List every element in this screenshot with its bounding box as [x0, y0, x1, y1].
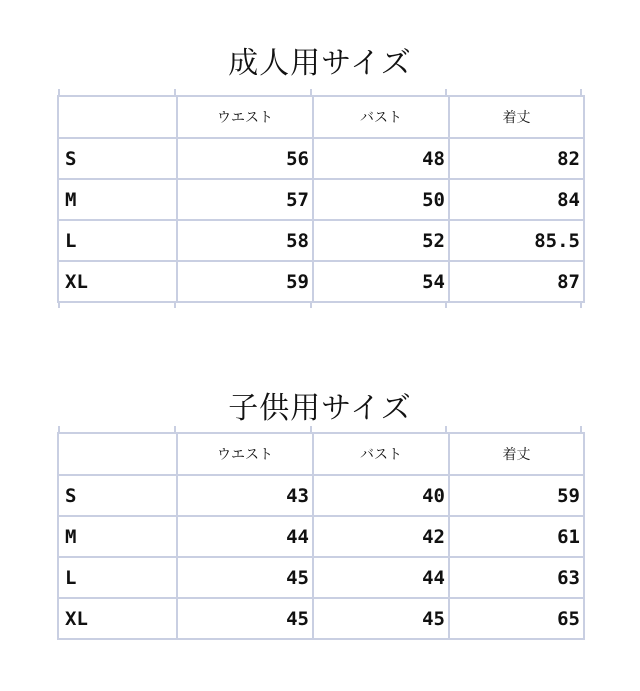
grid-tick	[580, 302, 582, 308]
grid-tick	[310, 302, 312, 308]
size-label: L	[58, 557, 177, 598]
bust-value: 48	[313, 138, 449, 179]
table-row	[58, 261, 584, 302]
child-size-table	[57, 432, 585, 640]
grid-tick	[174, 426, 176, 432]
grid-tick	[310, 89, 312, 95]
waist-value: 57	[177, 179, 313, 220]
table-row	[58, 475, 584, 516]
bust-value: 52	[313, 220, 449, 261]
size-label: S	[58, 138, 177, 179]
size-label: XL	[58, 261, 177, 302]
header-length: 着丈	[449, 433, 584, 475]
child-size-title: 子供用サイズ	[228, 391, 412, 426]
bust-value: 50	[313, 179, 449, 220]
size-label: XL	[58, 598, 177, 639]
grid-tick	[58, 89, 60, 95]
table-row	[58, 179, 584, 220]
adult-size-title: 成人用サイズ	[228, 46, 412, 81]
waist-value: 45	[177, 598, 313, 639]
grid-tick	[174, 302, 176, 308]
header-corner-cell	[58, 96, 177, 138]
grid-tick	[310, 426, 312, 432]
grid-tick	[58, 426, 60, 432]
table-row	[58, 557, 584, 598]
grid-tick	[445, 302, 447, 308]
waist-value: 45	[177, 557, 313, 598]
adult-size-table	[57, 95, 585, 303]
length-value: 87	[449, 261, 584, 302]
bust-value: 40	[313, 475, 449, 516]
table-row	[58, 516, 584, 557]
waist-value: 58	[177, 220, 313, 261]
grid-tick	[445, 426, 447, 432]
size-label: M	[58, 179, 177, 220]
header-corner-cell	[58, 433, 177, 475]
header-bust: バスト	[313, 96, 449, 138]
header-bust: バスト	[313, 433, 449, 475]
length-value: 63	[449, 557, 584, 598]
length-value: 85.5	[449, 220, 584, 261]
waist-value: 56	[177, 138, 313, 179]
header-waist: ウエスト	[177, 433, 313, 475]
length-value: 61	[449, 516, 584, 557]
table-header-row	[58, 96, 584, 138]
table-row	[58, 598, 584, 639]
length-value: 84	[449, 179, 584, 220]
bust-value: 42	[313, 516, 449, 557]
size-label: S	[58, 475, 177, 516]
size-label: L	[58, 220, 177, 261]
grid-tick	[580, 426, 582, 432]
header-waist: ウエスト	[177, 96, 313, 138]
header-length: 着丈	[449, 96, 584, 138]
waist-value: 59	[177, 261, 313, 302]
length-value: 59	[449, 475, 584, 516]
bust-value: 44	[313, 557, 449, 598]
table-row	[58, 220, 584, 261]
size-label: M	[58, 516, 177, 557]
length-value: 65	[449, 598, 584, 639]
grid-tick	[58, 302, 60, 308]
bust-value: 45	[313, 598, 449, 639]
table-row	[58, 138, 584, 179]
grid-tick	[445, 89, 447, 95]
waist-value: 43	[177, 475, 313, 516]
grid-tick	[580, 89, 582, 95]
grid-tick	[174, 89, 176, 95]
waist-value: 44	[177, 516, 313, 557]
table-header-row	[58, 433, 584, 475]
bust-value: 54	[313, 261, 449, 302]
length-value: 82	[449, 138, 584, 179]
